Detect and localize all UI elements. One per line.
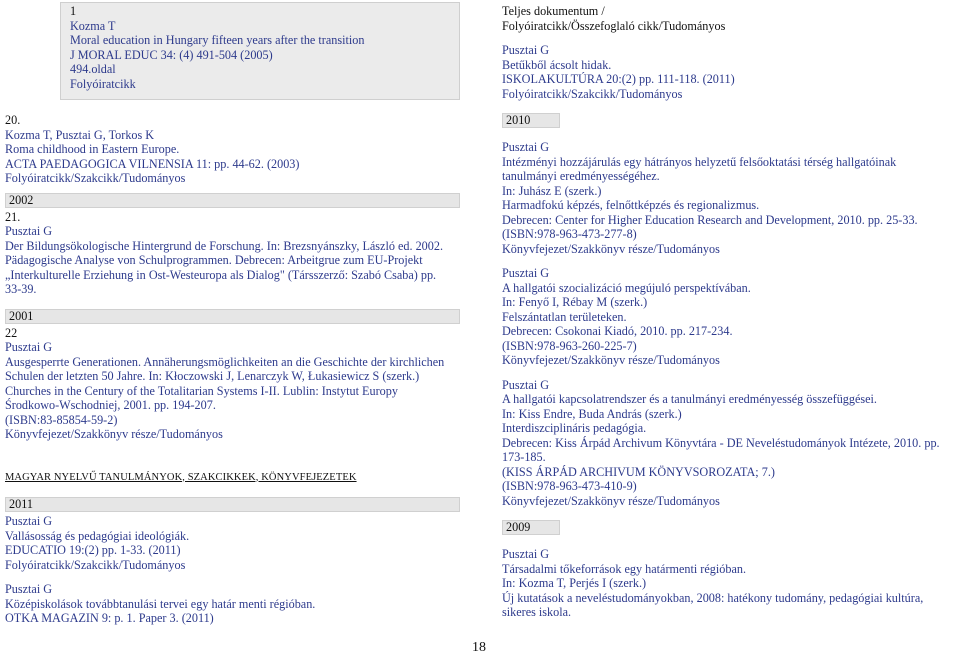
entry-20-authors: Kozma T, Pusztai G, Torkos K [5, 127, 155, 142]
year-2002-bar: 2002 [5, 193, 460, 208]
right-entry3-l5: 173-185. [502, 450, 546, 464]
right-entry4-l0: Pusztai G [502, 547, 550, 561]
right-entry2-l0: Pusztai G [502, 266, 550, 280]
entry-21-line4: 33-39. [5, 282, 37, 296]
right-entry2-l5: (ISBN:978-963-260-225-7) [502, 338, 637, 353]
entry-22-line5: (ISBN:83-85854-59-2) [5, 412, 118, 427]
entry-22-line6: Könyvfejezet/Szakkönyv része/Tudományos [5, 427, 223, 441]
entry-type: Folyóiratcikk [70, 76, 136, 91]
year-2009-bar: 2009 [502, 520, 560, 535]
entry-title: Moral education in Hungary fifteen years after the transition [70, 33, 365, 47]
left-column [5, 113, 460, 626]
entry-22-line4: Środkowo-Wschodniej, 2001. pp. 194-207. [5, 398, 216, 412]
entry-b-author: Pusztai G [5, 582, 53, 596]
right-entry2-l4: Debrecen: Csokonai Kiadó, 2010. pp. 217-234. [502, 324, 733, 338]
entry-21-author: Pusztai G [5, 224, 53, 238]
entry-a-source: EDUCATIO 19:(2) pp. 1-33. (2011) [5, 543, 181, 557]
entry-20-title: Roma childhood in Eastern Europe. [5, 142, 180, 156]
right-entry3-l2: In: Kiss Endre, Buda András (szerk.) [502, 406, 682, 421]
entry-22-line1: Ausgesperrte Generationen. Annäherungsmöglichkeiten an die Geschichte der kirchlichen [5, 354, 445, 369]
right-entry4-l1: Társadalmi tőkeforrások egy határmenti régióban. [502, 561, 746, 576]
entry-20-type: Folyóiratcikk/Szakcikk/Tudományos [5, 171, 186, 185]
right-entry1-l5: Debrecen: Center for Higher Education Research and Development, 2010. pp. 25-33. [502, 212, 918, 227]
year-2011-bar: 2011 [5, 497, 460, 512]
right-column [502, 4, 954, 620]
right-entry-top-author: Pusztai G [502, 43, 550, 57]
entry-b-source: OTKA MAGAZIN 9: p. 1. Paper 3. (2011) [5, 611, 214, 625]
entry-20-number: 20. [5, 113, 21, 127]
entry-22-author: Pusztai G [5, 340, 53, 354]
right-entry1-l3: In: Juhász E (szerk.) [502, 183, 602, 198]
entry-a-author: Pusztai G [5, 514, 53, 528]
entry-21-line3: „Interkulturelle Erziehung in Ost-Westeuropa als Dialog" (Társszerző: Szabó Csaba) pp. [5, 267, 437, 282]
right-entry2-l2: In: Fenyő I, Rébay M (szerk.) [502, 295, 648, 309]
right-entry1-l2: tanulmányi eredményességéhez. [502, 169, 660, 183]
entry-a-type: Folyóiratcikk/Szakcikk/Tudományos [5, 557, 186, 572]
year-2010-bar: 2010 [502, 113, 560, 128]
top-entry [70, 4, 364, 91]
right-top-line2: Folyóiratcikk/Összefoglaló cikk/Tudományos [502, 18, 726, 33]
right-entry-top-title: Betűkből ácsolt hidak. [502, 57, 612, 72]
entry-21-line2: Pädagogische Analyse von Schulprogrammen. Debrecen: Arbeitgrue zum EU-Projekt [5, 253, 423, 267]
entry-b-title: Középiskolások továbbtanulási tervei egy határ menti régióban. [5, 596, 316, 611]
right-entry1-l4: Harmadfokú képzés, felnőttképzés és regionalizmus. [502, 198, 760, 212]
entry-22-number: 22 [5, 325, 18, 340]
right-entry3-l3: Interdiszciplináris pedagógia. [502, 421, 647, 435]
right-entry4-l3: Új kutatások a neveléstudományokban, 2008: hatékony tudomány, pedagógiai kultúra, [502, 590, 924, 605]
right-entry4-l2: In: Kozma T, Perjés I (szerk.) [502, 576, 647, 590]
entry-number: 1 [70, 4, 77, 18]
year-2001-bar: 2001 [5, 309, 460, 324]
right-entry3-l7: (ISBN:978-963-473-410-9) [502, 479, 637, 493]
right-entry1-l7: Könyvfejezet/Szakkönyv része/Tudományos [502, 241, 720, 256]
entry-21-number: 21. [5, 209, 21, 224]
right-entry4-l4: sikeres iskola. [502, 605, 572, 619]
right-entry-top-type: Folyóiratcikk/Szakcikk/Tudományos [502, 86, 683, 101]
entry-22-line2: Schulen der letzten 50 Jahre. In: Kłoczowski J, Lenarczyk W, Łukasiewicz S (szerk.) [5, 369, 420, 383]
entry-page: 494.oldal [70, 62, 116, 76]
right-entry3-l4: Debrecen: Kiss Árpád Archivum Könyvtára - DE Neveléstudományok Intézete, 2010. pp. [502, 435, 940, 450]
entry-20-source: ACTA PAEDAGOGICA VILNENSIA 11: pp. 44-62. (2003) [5, 156, 300, 171]
right-entry2-l3: Felszántatlan területeken. [502, 309, 627, 324]
right-entry3-l6: (KISS ÁRPÁD ARCHIVUM KÖNYVSOROZATA; 7.) [502, 464, 775, 479]
right-entry1-l1: Intézményi hozzájárulás egy hátrányos helyzetű felsőoktatási térség hallgatóinak [502, 154, 897, 169]
entry-author: Kozma T [70, 18, 116, 33]
right-top-line1: Teljes dokumentum / [502, 4, 605, 18]
right-entry-top-source: ISKOLAKULTÚRA 20:(2) pp. 111-118. (2011) [502, 72, 735, 86]
entry-a-title: Vallásosság és pedagógiai ideológiák. [5, 528, 190, 543]
right-entry3-l0: Pusztai G [502, 377, 550, 392]
right-entry1-l0: Pusztai G [502, 140, 550, 154]
right-entry3-l1: A hallgatói kapcsolatrendszer és a tanulmányi eredményesség összefüggései. [502, 392, 877, 406]
right-entry2-l6: Könyvfejezet/Szakkönyv része/Tudományos [502, 353, 720, 367]
right-entry3-l8: Könyvfejezet/Szakkönyv része/Tudományos [502, 493, 720, 508]
entry-21-line1: Der Bildungsökologische Hintergrund de Forschung. In: Brezsnyánszky, László ed. 2002. [5, 238, 443, 253]
entry-source: J MORAL EDUC 34: (4) 491-504 (2005) [70, 47, 273, 62]
page-number: 18 [472, 640, 486, 655]
section-heading: MAGYAR NYELVŰ TANULMÁNYOK, SZAKCIKKEK, KÖNYVFEJEZETEK [5, 471, 357, 483]
right-entry2-l1: A hallgatói szocializáció megújuló perspektívában. [502, 280, 751, 295]
entry-22-line3: Churches in the Century of the Totalitarian Systems I-II. Lublin: Instytut Europy [5, 383, 398, 398]
right-entry1-l6: (ISBN:978-963-473-277-8) [502, 227, 637, 241]
